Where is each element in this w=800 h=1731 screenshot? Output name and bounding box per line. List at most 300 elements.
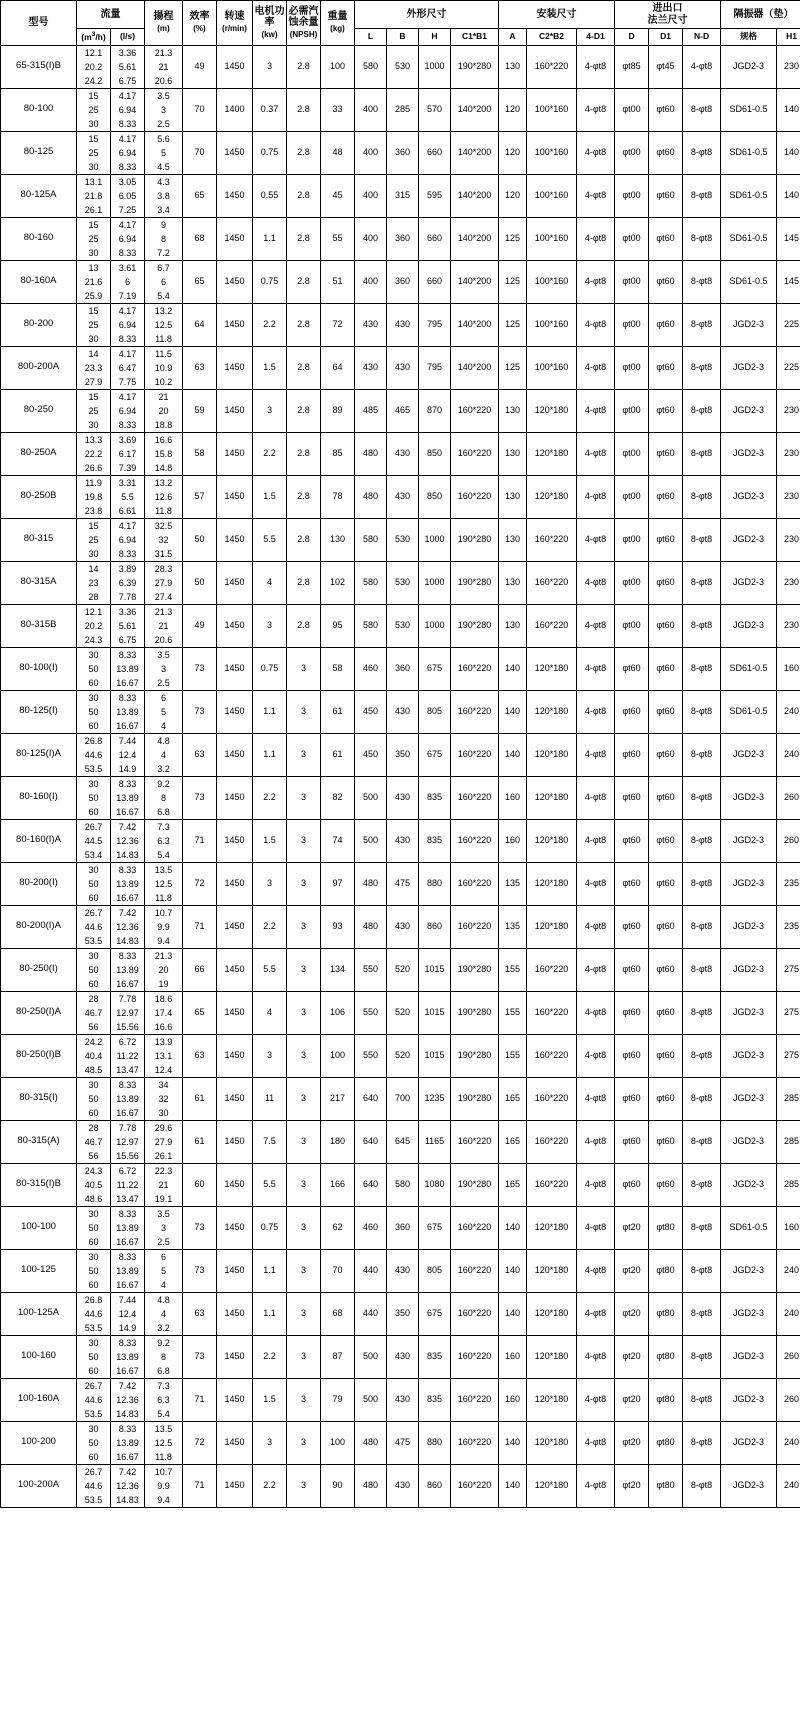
header-speed-label: 转速 [224,11,245,23]
cell-ND: 4-φt8 [683,45,721,88]
cell-L: 640 [355,1077,387,1120]
cell-speed: 1450 [217,131,253,174]
cell-flow-m3h-value: 15 [88,133,99,144]
cell-flow-m3h [77,1378,111,1421]
cell-model: 80-315 [1,518,77,561]
cell-L: 485 [355,389,387,432]
cell-flow-m3h-value: 50 [88,792,99,803]
cell-flow-ls-value: 4.17 [118,348,137,359]
cell-weight: 48 [321,131,355,174]
cell-flow-m3h-value: 40.4 [84,1050,103,1061]
cell-efficiency: 73 [183,1335,217,1378]
header-install-group: 安装尺寸 [499,1,615,29]
cell-head-value: 27.4 [154,591,173,602]
cell-flow-ls-value: 12.36 [116,1480,139,1491]
cell-flow-ls-value: 14.9 [118,763,137,774]
cell-head-value: 5 [160,147,166,158]
cell-npsh: 2.8 [287,604,321,647]
cell-flow-m3h-value: 23.8 [84,505,103,516]
table-row [1,217,800,260]
cell-flow-m3h-value: 23.3 [84,362,103,373]
cell-flow-m3h-value: 25 [88,405,99,416]
cell-flow-ls-value: 13.89 [116,964,139,975]
cell-flow-m3h-value: 56 [88,1021,99,1032]
cell-A: 140 [499,1249,527,1292]
cell-flow-ls-value: 5.61 [118,620,137,631]
cell-power: 1.1 [253,1292,287,1335]
cell-weight: 61 [321,733,355,776]
cell-head-value: 11.8 [155,333,172,344]
cell-flow-ls-value: 7.42 [118,1380,137,1391]
cell-head [145,905,183,948]
cell-flow-ls [111,432,145,475]
cell-flow-ls-value: 7.42 [118,1466,137,1477]
cell-D: φt20 [615,1249,649,1292]
cell-L: 400 [355,131,387,174]
cell-H1: 140 [777,88,800,131]
cell-head-value: 21 [158,391,169,402]
cell-flow-m3h-value: 15 [88,391,99,402]
cell-ND: 8-φt8 [683,905,721,948]
cell-flow-m3h-value: 12.1 [84,606,103,617]
cell-B: 580 [387,1163,419,1206]
header-power-label: 电机功率 [254,5,285,29]
cell-flow-m3h [77,1206,111,1249]
cell-weight: 97 [321,862,355,905]
cell-efficiency: 66 [183,948,217,991]
cell-head-value: 21.3 [154,606,173,617]
cell-ND: 8-φt8 [683,131,721,174]
cell-flow-ls-value: 4.17 [118,133,137,144]
cell-flow-m3h-value: 53.5 [84,935,103,946]
cell-D: φt60 [615,776,649,819]
cell-flow-ls-value: 14.83 [116,1408,139,1419]
cell-efficiency: 65 [183,991,217,1034]
cell-C2B2: 160*220 [527,1034,577,1077]
cell-head-value: 11.5 [155,348,172,359]
cell-flow-m3h-value: 24.2 [84,1036,103,1047]
cell-D1: φt60 [649,303,683,346]
cell-flow-m3h-value: 53.5 [84,1322,103,1333]
cell-head-value: 16.6 [154,434,173,445]
cell-flow-ls-value: 7.39 [118,462,137,473]
cell-flow-m3h-value: 50 [88,663,99,674]
cell-H1: 260 [777,1335,800,1378]
cell-flow-m3h-value: 30 [88,161,99,172]
cell-H1: 285 [777,1163,800,1206]
cell-weight: 74 [321,819,355,862]
cell-A: 120 [499,174,527,217]
cell-flow-ls-value: 13.89 [116,1093,139,1104]
cell-speed: 1450 [217,217,253,260]
cell-flow-ls [111,260,145,303]
cell-head-value: 18.8 [154,419,173,430]
cell-head-value: 6.7 [157,262,170,273]
header-head-label: 揚程 [153,11,174,23]
cell-flow-m3h [77,346,111,389]
cell-flow-ls-value: 8.33 [118,548,137,559]
cell-D1: φt60 [649,1163,683,1206]
cell-H: 1000 [419,45,451,88]
cell-head-value: 12.5 [154,1437,173,1448]
cell-C1B1: 140*200 [451,346,499,389]
cell-npsh: 3 [287,862,321,905]
cell-flow-ls [111,862,145,905]
cell-head-value: 3.8 [157,190,170,201]
cell-flow-m3h-value: 26.7 [84,907,103,918]
cell-power: 0.37 [253,88,287,131]
cell-flow-ls-value: 13.89 [116,1437,139,1448]
header-flange-line1: 进出口 法兰尺寸 [647,3,688,26]
cell-H: 675 [419,1206,451,1249]
table-row [1,733,800,776]
cell-D1: φt60 [649,88,683,131]
cell-H: 1000 [419,518,451,561]
cell-weight: 89 [321,389,355,432]
cell-weight: 78 [321,475,355,518]
cell-C2B2: 160*220 [527,991,577,1034]
cell-4D1: 4-φt8 [577,1292,615,1335]
cell-D1: φt80 [649,1292,683,1335]
cell-C2B2: 120*180 [527,475,577,518]
cell-C1B1: 160*220 [451,1120,499,1163]
cell-head-value: 3 [160,104,166,115]
cell-L: 550 [355,991,387,1034]
cell-A: 120 [499,131,527,174]
cell-4D1: 4-φt8 [577,1335,615,1378]
cell-efficiency: 63 [183,1292,217,1335]
cell-model: 80-250B [1,475,77,518]
cell-D1: φt80 [649,1206,683,1249]
cell-flow-m3h-value: 60 [88,720,99,731]
cell-C1B1: 160*220 [451,733,499,776]
cell-B: 465 [387,389,419,432]
cell-flow-m3h-value: 46.7 [84,1136,103,1147]
cell-D1: φt80 [649,1464,683,1507]
cell-model: 100-200 [1,1421,77,1464]
cell-spec: JGD2-3 [721,1163,777,1206]
cell-flow-ls-value: 13.89 [116,1351,139,1362]
cell-efficiency: 73 [183,776,217,819]
cell-flow-ls-value: 7.44 [118,735,137,746]
cell-C1B1: 160*220 [451,776,499,819]
table-row [1,1335,800,1378]
cell-efficiency: 63 [183,1034,217,1077]
cell-weight: 85 [321,432,355,475]
cell-flow-m3h [77,1249,111,1292]
cell-head-value: 13.1 [154,1050,173,1061]
table-row [1,88,800,131]
cell-model: 80-315(I) [1,1077,77,1120]
cell-A: 130 [499,561,527,604]
cell-ND: 8-φt8 [683,88,721,131]
cell-4D1: 4-φt8 [577,1206,615,1249]
header-flow-group: 流量 [77,1,145,29]
cell-flow-ls [111,1206,145,1249]
cell-head-value: 5.4 [157,1408,170,1419]
header-npsh [287,1,321,46]
cell-flow-m3h [77,1163,111,1206]
cell-ND: 8-φt8 [683,174,721,217]
cell-model: 80-315(A) [1,1120,77,1163]
cell-flow-m3h-value: 53.5 [84,763,103,774]
cell-D: φt00 [615,217,649,260]
cell-C1B1: 140*200 [451,88,499,131]
table-row [1,174,800,217]
cell-flow-m3h-value: 60 [88,1365,99,1376]
cell-flow-ls [111,905,145,948]
cell-flow-ls-value: 7.42 [118,821,137,832]
cell-flow-m3h-value: 60 [88,892,99,903]
cell-D1: φt60 [649,217,683,260]
cell-C2B2: 160*220 [527,1077,577,1120]
cell-H: 880 [419,1421,451,1464]
cell-flow-m3h-value: 27.9 [84,376,103,387]
cell-power: 0.75 [253,647,287,690]
cell-flow-m3h-value: 24.3 [84,1165,103,1176]
cell-B: 530 [387,604,419,647]
cell-head-value: 19.1 [154,1193,173,1204]
cell-flow-ls [111,346,145,389]
cell-C2B2: 160*220 [527,948,577,991]
cell-H: 870 [419,389,451,432]
cell-A: 140 [499,1206,527,1249]
cell-C2B2: 100*160 [527,303,577,346]
cell-head-value: 9.9 [157,1480,170,1491]
cell-D: φt85 [615,45,649,88]
cell-4D1: 4-φt8 [577,1249,615,1292]
cell-B: 430 [387,303,419,346]
cell-ND: 8-φt8 [683,1034,721,1077]
cell-head [145,948,183,991]
cell-head-value: 12.5 [154,319,173,330]
cell-flow-ls [111,1034,145,1077]
cell-flow-m3h [77,45,111,88]
cell-speed: 1450 [217,1378,253,1421]
cell-flow-m3h-value: 13.1 [84,176,103,187]
cell-L: 500 [355,819,387,862]
cell-power: 2.2 [253,303,287,346]
cell-flow-ls-value: 7.19 [118,290,137,301]
cell-head-value: 9.9 [157,921,170,932]
cell-B: 315 [387,174,419,217]
cell-ND: 8-φt8 [683,1163,721,1206]
cell-efficiency: 61 [183,1120,217,1163]
cell-flow-ls-value: 8.33 [118,864,137,875]
cell-C1B1: 160*220 [451,1421,499,1464]
cell-C1B1: 160*220 [451,690,499,733]
cell-spec: JGD2-3 [721,346,777,389]
cell-flow-ls-value: 4.17 [118,219,137,230]
cell-flow-ls-value: 12.97 [116,1136,139,1147]
cell-power: 1.5 [253,819,287,862]
cell-H1: 230 [777,389,800,432]
cell-flow-ls [111,776,145,819]
cell-spec: JGD2-3 [721,561,777,604]
cell-efficiency: 65 [183,260,217,303]
cell-D: φt60 [615,862,649,905]
cell-L: 640 [355,1163,387,1206]
cell-C1B1: 140*200 [451,303,499,346]
cell-head [145,1120,183,1163]
cell-model: 80-315(I)B [1,1163,77,1206]
cell-head-value: 4 [160,1279,166,1290]
cell-B: 430 [387,1335,419,1378]
cell-model: 80-125(I)A [1,733,77,776]
cell-flow-m3h [77,1464,111,1507]
cell-flow-m3h-value: 26.7 [84,821,103,832]
header-npsh-unit: (NPSH) [289,29,318,39]
cell-D: φt00 [615,174,649,217]
cell-flow-m3h-value: 44.6 [84,1480,103,1491]
cell-flow-m3h-value: 28 [88,591,99,602]
cell-speed: 1450 [217,776,253,819]
cell-flow-m3h-value: 21.8 [84,190,103,201]
cell-B: 360 [387,260,419,303]
cell-D1: φt60 [649,819,683,862]
cell-head [145,518,183,561]
cell-spec: SD61-0.5 [721,131,777,174]
cell-flow-m3h-value: 60 [88,1451,99,1462]
cell-weight: 64 [321,346,355,389]
cell-B: 350 [387,1292,419,1335]
cell-B: 430 [387,475,419,518]
cell-head-value: 3.5 [157,90,170,101]
cell-efficiency: 58 [183,432,217,475]
cell-flow-ls [111,1464,145,1507]
cell-npsh: 2.8 [287,346,321,389]
cell-flow-ls-value: 4.17 [118,391,137,402]
cell-weight: 102 [321,561,355,604]
cell-flow-ls [111,1249,145,1292]
table-row [1,1206,800,1249]
cell-flow-ls [111,88,145,131]
cell-head [145,174,183,217]
cell-flow-m3h-value: 21.6 [84,276,103,287]
cell-A: 130 [499,45,527,88]
cell-H1: 230 [777,432,800,475]
cell-4D1: 4-φt8 [577,1120,615,1163]
cell-4D1: 4-φt8 [577,1034,615,1077]
cell-flow-ls-value: 6.17 [118,448,137,459]
cell-flow-ls [111,389,145,432]
cell-flow-m3h-value: 28 [88,1122,99,1133]
cell-A: 135 [499,905,527,948]
cell-4D1: 4-φt8 [577,1077,615,1120]
cell-C2B2: 120*180 [527,905,577,948]
cell-flow-ls-value: 6.94 [118,147,137,158]
cell-C2B2: 120*180 [527,432,577,475]
cell-head-value: 6.8 [157,806,170,817]
cell-flow-ls-value: 13.89 [116,1222,139,1233]
cell-4D1: 4-φt8 [577,948,615,991]
cell-L: 440 [355,1249,387,1292]
cell-flow-m3h [77,260,111,303]
cell-head [145,88,183,131]
cell-B: 430 [387,690,419,733]
cell-L: 460 [355,647,387,690]
cell-head-value: 4 [160,720,166,731]
cell-head-value: 2.5 [157,118,170,129]
cell-flow-ls-value: 12.36 [116,835,139,846]
cell-C2B2: 120*180 [527,1378,577,1421]
cell-flow-ls-value: 6.94 [118,405,137,416]
cell-H1: 260 [777,819,800,862]
cell-model: 80-250 [1,389,77,432]
cell-L: 580 [355,518,387,561]
cell-head-value: 11.8 [155,892,172,903]
cell-model: 80-160 [1,217,77,260]
cell-flow-m3h-value: 44.6 [84,1394,103,1405]
table-row [1,1077,800,1120]
cell-H: 660 [419,131,451,174]
cell-spec: JGD2-3 [721,389,777,432]
cell-flow-m3h [77,776,111,819]
cell-npsh: 3 [287,1292,321,1335]
header-A: A [499,29,527,46]
cell-4D1: 4-φt8 [577,1421,615,1464]
cell-weight: 68 [321,1292,355,1335]
cell-4D1: 4-φt8 [577,561,615,604]
cell-D1: φt45 [649,45,683,88]
table-row [1,1421,800,1464]
cell-D: φt20 [615,1378,649,1421]
cell-speed: 1450 [217,819,253,862]
cell-flow-m3h [77,561,111,604]
cell-flow-m3h-value: 11.9 [85,477,102,488]
cell-A: 155 [499,991,527,1034]
cell-flow-m3h-value: 44.5 [84,835,103,846]
cell-flow-m3h-value: 53.5 [84,1494,103,1505]
cell-head [145,1077,183,1120]
cell-weight: 90 [321,1464,355,1507]
cell-B: 430 [387,819,419,862]
cell-4D1: 4-φt8 [577,690,615,733]
cell-flow-ls [111,647,145,690]
cell-C2B2: 120*180 [527,690,577,733]
cell-H: 660 [419,217,451,260]
cell-D: φt60 [615,819,649,862]
cell-4D1: 4-φt8 [577,475,615,518]
cell-weight: 217 [321,1077,355,1120]
cell-H1: 240 [777,733,800,776]
cell-head-value: 20.6 [154,634,173,645]
cell-L: 460 [355,1206,387,1249]
cell-speed: 1450 [217,604,253,647]
cell-head-value: 29.6 [154,1122,173,1133]
cell-head-value: 3.5 [157,1208,170,1219]
cell-4D1: 4-φt8 [577,518,615,561]
cell-head [145,1421,183,1464]
cell-flow-m3h [77,432,111,475]
cell-model: 100-100 [1,1206,77,1249]
cell-power: 0.75 [253,260,287,303]
cell-head-value: 22.3 [154,1165,173,1176]
cell-H1: 160 [777,1206,800,1249]
cell-spec: JGD2-3 [721,1292,777,1335]
cell-flow-m3h-value: 46.7 [84,1007,103,1018]
header-flow-unit-1: $(m^3/h)$ [81,31,106,42]
cell-B: 530 [387,518,419,561]
cell-D: φt00 [615,475,649,518]
cell-C1B1: 160*220 [451,647,499,690]
cell-D1: φt60 [649,991,683,1034]
cell-D1: φt80 [649,1421,683,1464]
cell-flow-ls-value: 8.33 [118,1337,137,1348]
cell-flow-m3h-value: 26.6 [84,462,103,473]
cell-head [145,991,183,1034]
cell-weight: 82 [321,776,355,819]
